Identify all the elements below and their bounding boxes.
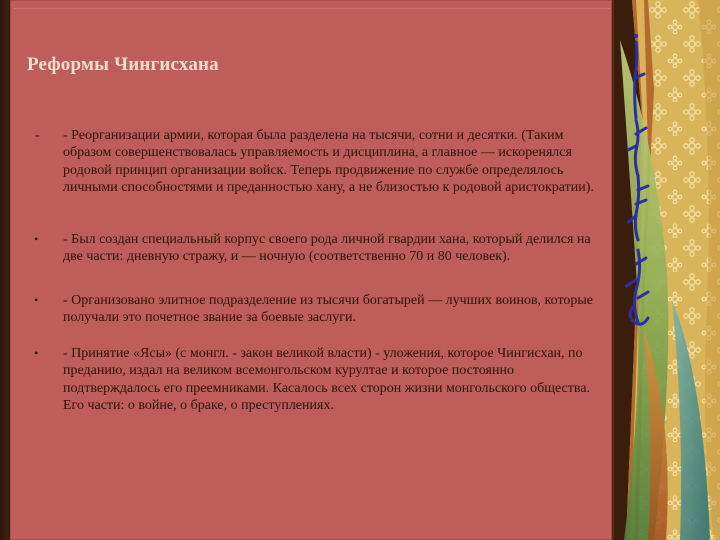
top-rule	[14, 8, 610, 9]
list-item-text: - Был создан специальный корпус своего рода личной гвардии хана, который делился на две части: дневную стражу, и — ночную (соответственно 70 и 80 человек).	[63, 232, 591, 265]
mongolian-script-ornament-icon	[614, 0, 720, 540]
bullet-marker: •	[34, 293, 39, 307]
list-item-text: - Реорганизации армии, которая была разделена на тысячи, сотни и десятки. (Таким образом совершенствовалась управляемость и дисциплина, а главное — искоренялся родовой принцип организации войск. Теперь продвижение по службе определялось личными способностями и преданностью хану, а не близостью к родовой аристократии).	[63, 128, 594, 195]
content-panel	[10, 0, 612, 540]
bullet-marker: •	[34, 232, 39, 246]
list-item-text: - Принятие «Ясы» (с монгл. - закон великой власти) - уложения, которое Чингисхан, по преданию, издал на великом всемонгольском курултае и которое постоянно подтверждалось его преемниками. Касалось всех сторон жизни монгольского общества. Его части: о войне, о браке, о преступлениях.	[63, 346, 591, 413]
bullet-marker: •	[34, 346, 39, 360]
slide-title: Реформы Чингисхана	[27, 54, 219, 75]
list-item-text: - Организовано элитное подразделение из тысячи богатырей — лучших воинов, которые получали это почетное звание за боевые заслуги.	[63, 293, 594, 326]
dash-marker: -	[35, 128, 40, 143]
